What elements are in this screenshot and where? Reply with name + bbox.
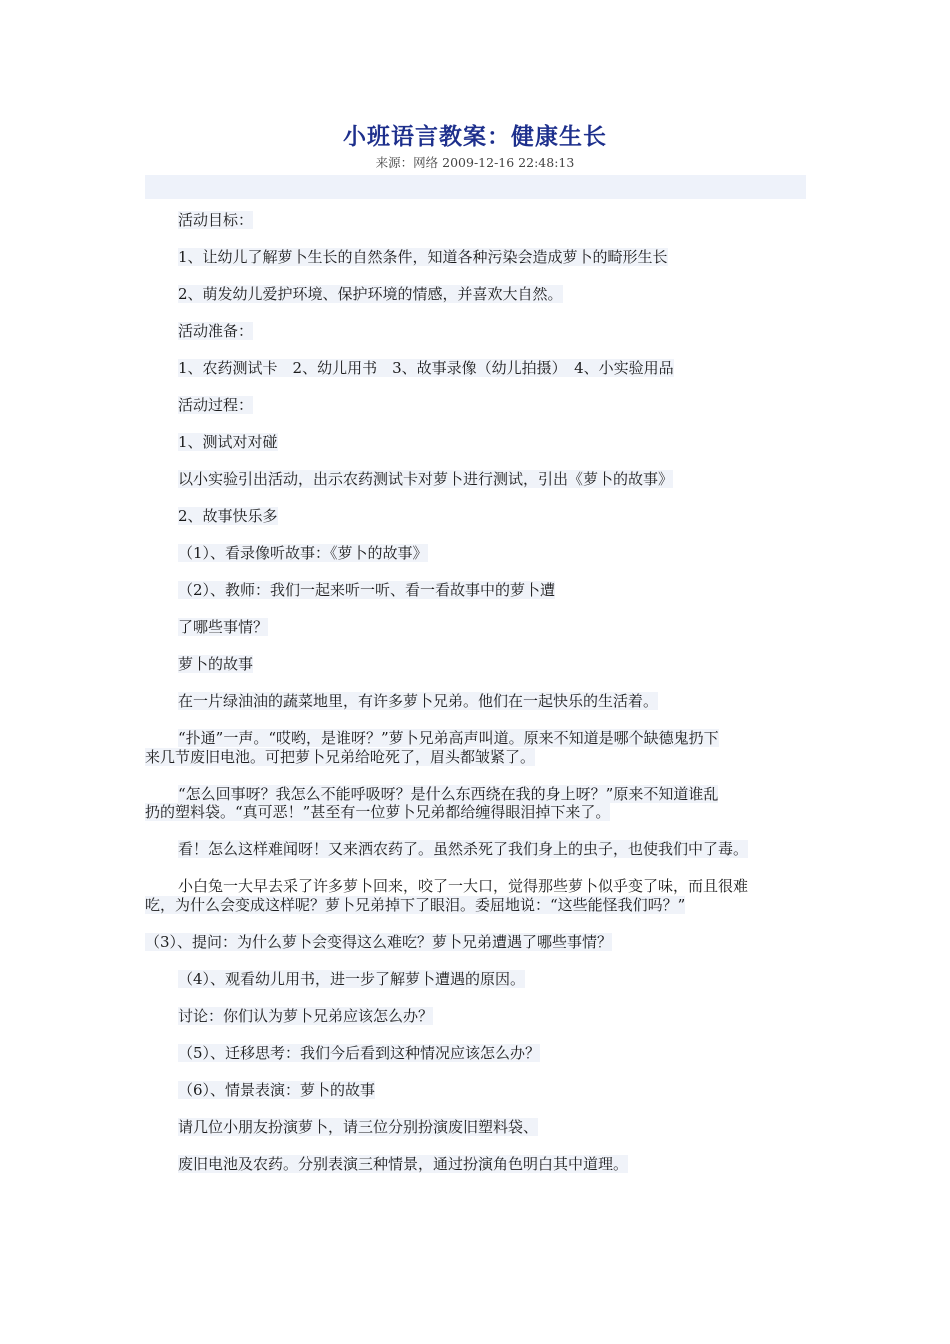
- paragraph: 以小实验引出活动，出示农药测试卡对萝卜进行测试，引出《萝卜的故事》: [178, 470, 674, 488]
- paragraph: 看！怎么这样难闻呀！又来洒农药了。虽然杀死了我们身上的虫子，也使我们中了毒。: [178, 840, 749, 858]
- paragraph: 1、让幼儿了解萝卜生长的自然条件，知道各种污染会造成萝卜的畸形生长: [178, 248, 668, 266]
- paragraph: 1、测试对对碰: [178, 433, 278, 451]
- paragraph: （6）、情景表演：萝卜的故事: [178, 1080, 376, 1099]
- paragraph: 在一片绿油油的蔬菜地里，有许多萝卜兄弟。他们在一起快乐的生活着。: [178, 692, 659, 710]
- paragraph: （4）、观看幼儿用书，进一步了解萝卜遭遇的原因。: [178, 969, 526, 988]
- paragraph: 2、故事快乐多: [178, 507, 278, 525]
- paragraph: 活动准备：: [178, 322, 254, 340]
- paragraph: （1）、看录像听故事：《萝卜的故事》: [178, 544, 428, 562]
- article-meta: 来源：网络 2009-12-16 22:48:13: [375, 155, 575, 170]
- paragraph: “扑通”一声。“哎哟，是谁呀？”萝卜兄弟高声叫道。原来不知道是哪个缺德鬼扔下 来几节废旧电池。可把萝卜兄弟给呛死了，眉头都皱紧了。: [145, 729, 719, 766]
- paragraph: 2、萌发幼儿爱护环境、保护环境的情感，并喜欢大自然。: [178, 285, 563, 303]
- paragraph: 活动目标：: [178, 211, 254, 229]
- page-title: 小班语言教案：健康生长: [343, 123, 607, 150]
- paragraph: 小白兔一大早去采了许多萝卜回来，咬了一大口，觉得那些萝卜似乎变了味，而且很难 吃，为什么会变成这样呢？萝卜兄弟掉下了眼泪。委屈地说：“这些能怪我们吗？”: [145, 877, 749, 914]
- article-body: [145, 211, 810, 1192]
- paragraph: 1、农药测试卡 2、幼儿用书 3、故事录像（幼儿拍摄） 4、小实验用品: [178, 359, 674, 377]
- paragraph: “怎么回事呀？我怎么不能呼吸呀？是什么东西绕在我的身上呀？”原来不知道谁乱 扔的塑料袋。“真可恶！”甚至有一位萝卜兄弟都给缠得眼泪掉下来了。: [145, 784, 719, 821]
- paragraph: （2）、教师：我们一起来听一听、看一看故事中的萝卜遭: [178, 581, 556, 599]
- story-title: 萝卜的故事: [178, 655, 254, 673]
- header-divider-bar: [145, 175, 806, 199]
- paragraph: （3）、提问：为什么萝卜会变得这么难吃？萝卜兄弟遭遇了哪些事情？: [145, 932, 613, 951]
- paragraph: 讨论：你们认为萝卜兄弟应该怎么办？: [178, 1006, 434, 1025]
- paragraph: 请几位小朋友扮演萝卜，请三位分别扮演废旧塑料袋、: [178, 1117, 539, 1136]
- paragraph: 废旧电池及农药。分别表演三种情景，通过扮演角色明白其中道理。: [178, 1154, 629, 1173]
- paragraph: （5）、迁移思考：我们今后看到这种情况应该怎么办？: [178, 1043, 541, 1062]
- paragraph: 了哪些事情？: [178, 618, 269, 636]
- paragraph: 活动过程：: [178, 396, 254, 414]
